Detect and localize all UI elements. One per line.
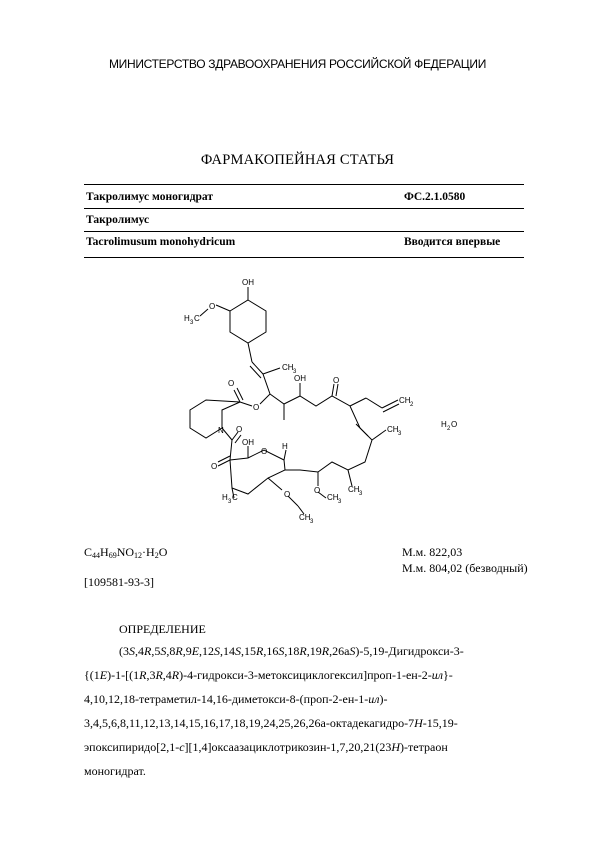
monograph-status: Вводится впервые <box>404 236 501 248</box>
label-ch3-ring-low-sub: 3 <box>359 491 363 497</box>
definition-line-6: моногидрат. <box>84 764 146 778</box>
label-o-diketone: O <box>211 462 218 471</box>
label-h-stereo: H <box>282 442 288 451</box>
label-oh-hemiketal: OH <box>242 438 254 447</box>
label-ch3-lower-left-c: C <box>232 493 238 502</box>
label-o-ester: O <box>253 403 260 412</box>
definition-line-3: 4,10,12,18-тетраметил-14,16-диметокси-8-(проп-2-ен-1-ил)- <box>84 692 388 706</box>
definition-line-5: эпоксипиридо[2,1-c][1,4]оксаазациклотрикозин-1,7,20,21(23H)-тетраон <box>84 740 448 754</box>
label-o-methoxy-bottom: O <box>284 490 291 499</box>
label-h3c-left-c: C <box>194 314 200 323</box>
label-oh-top: OH <box>242 278 254 287</box>
label-n-ring: N <box>218 426 224 435</box>
label-water-o: O <box>451 420 458 429</box>
definition-heading: ОПРЕДЕЛЕНИЕ <box>119 622 206 636</box>
label-o-amide: O <box>236 425 243 434</box>
label-ch3-ring-right-sub: 3 <box>398 431 402 437</box>
monograph-name-short: Такролимус <box>86 214 150 226</box>
label-ch3-lower-left-h: H <box>222 493 228 502</box>
label-ch3-ring-right: CH <box>387 425 399 434</box>
molecular-weight-anhydrous: М.м. 804,02 (безводный) <box>402 561 528 575</box>
document-title: ФАРМАКОПЕЙНАЯ СТАТЬЯ <box>200 152 395 168</box>
label-ch3-allyl: CH <box>282 363 294 372</box>
label-water-sub: 2 <box>447 426 451 432</box>
label-ch3-allyl-sub: 3 <box>293 369 297 375</box>
label-o-methoxy-top: O <box>209 302 216 311</box>
monograph-name-latin: Tacrolimusum monohydricum <box>86 236 236 248</box>
label-o-ester-carbonyl: O <box>228 379 235 388</box>
label-o-ketone: O <box>333 376 340 385</box>
label-oh-mid: OH <box>294 374 306 383</box>
label-ch3-bottom-sub: 3 <box>310 519 314 525</box>
ministry-heading: МИНИСТЕРСТВО ЗДРАВООХРАНЕНИЯ РОССИЙСКОЙ ФЕДЕРАЦИИ <box>108 57 487 71</box>
label-ch3-methoxy-low-sub: 3 <box>338 499 342 505</box>
molecular-weight: М.м. 822,03 <box>402 545 463 559</box>
label-o-pyran: O <box>261 447 268 456</box>
label-ch3-ring-low: CH <box>348 485 360 494</box>
label-h3c-left-h: H <box>184 314 190 323</box>
monograph-code: ФС.2.1.0580 <box>404 191 466 203</box>
label-ch3-bottom: CH <box>299 513 311 522</box>
definition-line-4: 3,4,5,6,8,11,12,13,14,15,16,17,18,19,24,25,26,26a-октадекагидро-7H-15,19- <box>84 716 458 730</box>
label-water-h: H <box>441 420 447 429</box>
label-ch2-vinyl-sub: 2 <box>410 402 414 408</box>
definition-line-1: (3S,4R,5S,8R,9E,12S,14S,15R,16S,18R,19R,26aS)-5,19-Дигидрокси-3- <box>119 644 464 658</box>
definition-line-2: {(1E)-1-[(1R,3R,4R)-4-гидрокси-3-метоксициклогексил]проп-1-ен-2-ил}- <box>84 668 453 682</box>
label-h3c-left-sub: 3 <box>190 320 194 326</box>
label-ch2-vinyl: CH <box>399 396 411 405</box>
cas-number: [109581-93-3] <box>84 575 154 589</box>
label-o-methoxy-low: O <box>314 486 321 495</box>
molecular-formula: $C_{44}H_{69}NO_{12}\cdot H_2O$ <box>84 545 168 560</box>
label-ch3-methoxy-low: CH <box>327 493 339 502</box>
label-ch3-lower-left-sub: 3 <box>228 499 232 505</box>
monograph-name-ru: Такролимус моногидрат <box>86 191 214 203</box>
structure-bonds <box>190 287 399 514</box>
